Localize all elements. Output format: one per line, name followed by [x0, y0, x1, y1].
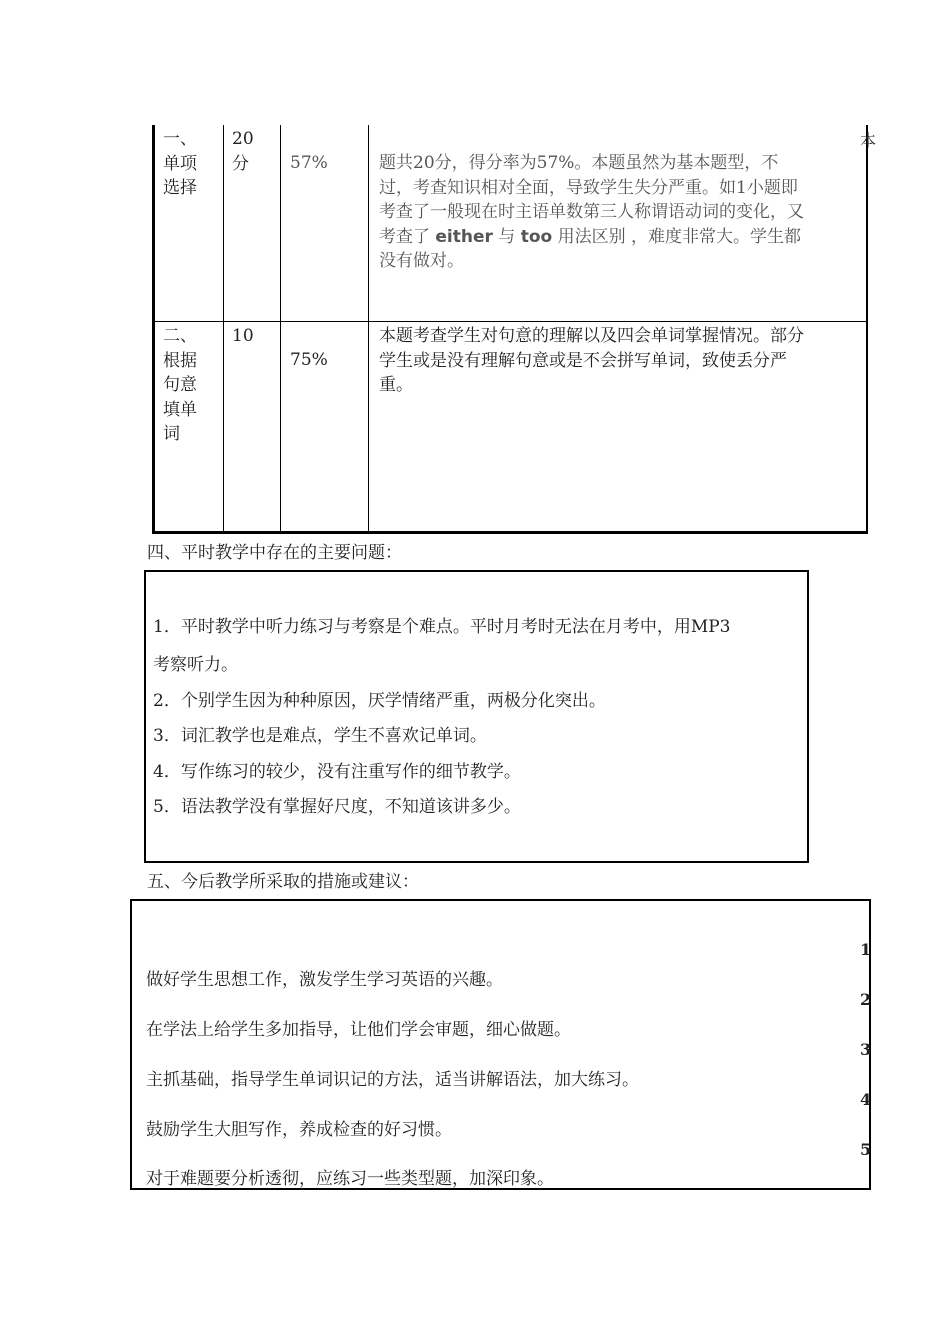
- problem-item: 1．平时教学中听力练习与考察是个难点。平时月考时无法在月考中，用MP3: [153, 617, 731, 637]
- problem-item: 4．写作练习的较少，没有注重写作的细节教学。: [153, 762, 521, 782]
- table-row-item: 一、 单项 选择: [163, 129, 197, 198]
- item-number: 1: [860, 940, 872, 959]
- table-row-item: 二、 根据 句意 填单 词: [163, 326, 197, 444]
- item-number: 4: [860, 1090, 872, 1109]
- suggestion-item: 对于难题要分析透彻，应练习一些类型题，加深印象。: [146, 1169, 554, 1189]
- table-row-analysis: 本题考查学生对句意的理解以及四会单词掌握情况。部分 学生或是没有理解句意或是不会拼写单词，致使丢分严 重。: [379, 326, 804, 395]
- table-row-score: 10: [232, 326, 254, 346]
- table-border-left: [152, 125, 155, 533]
- section-heading: 五、今后教学所采取的措施或建议：: [147, 872, 419, 892]
- problem-item: 5．语法教学没有掌握好尺度，不知道该讲多少。: [153, 797, 521, 817]
- table-corner-text: 本: [860, 131, 877, 150]
- problem-item: 考察听力。: [153, 655, 238, 675]
- table-border-bottom: [152, 531, 868, 534]
- problem-item: 2．个别学生因为种种原因，厌学情绪严重，两极分化突出。: [153, 691, 606, 711]
- item-number: 5: [860, 1140, 872, 1159]
- suggestion-item: 主抓基础，指导学生单词识记的方法，适当讲解语法，加大练习。: [146, 1070, 639, 1090]
- suggestion-item: 鼓励学生大胆写作，养成检查的好习惯。: [146, 1120, 452, 1140]
- table-border-right: [866, 125, 868, 533]
- suggestion-item: 在学法上给学生多加指导，让他们学会审题，细心做题。: [146, 1020, 571, 1040]
- section-heading: 四、平时教学中存在的主要问题：: [147, 543, 402, 563]
- item-number: 2: [860, 990, 872, 1009]
- table-row-rate: 75%: [290, 350, 328, 370]
- table-divider: [368, 125, 369, 533]
- table-divider: [223, 125, 224, 533]
- table-row-analysis: 题共20分，得分率为57%。本题虽然为基本题型，不 过，考查知识相对全面，导致学生失分严重。如1小题即 考查了一般现在时主语单数第三人称谓语动词的变化，又 考查了 either 与 too 用法区别 ，难度非常大。学生都 没有做对。: [379, 153, 804, 271]
- problem-item: 3．词汇教学也是难点，学生不喜欢记单词。: [153, 726, 487, 746]
- table-divider: [280, 125, 281, 533]
- table-row-rate: 57%: [290, 153, 328, 173]
- item-number: 3: [860, 1040, 872, 1059]
- table-row-divider: [152, 321, 868, 322]
- suggestions-box: [130, 899, 871, 1190]
- table-row-score: 20 分: [232, 129, 254, 174]
- suggestion-item: 做好学生思想工作，激发学生学习英语的兴趣。: [146, 970, 503, 990]
